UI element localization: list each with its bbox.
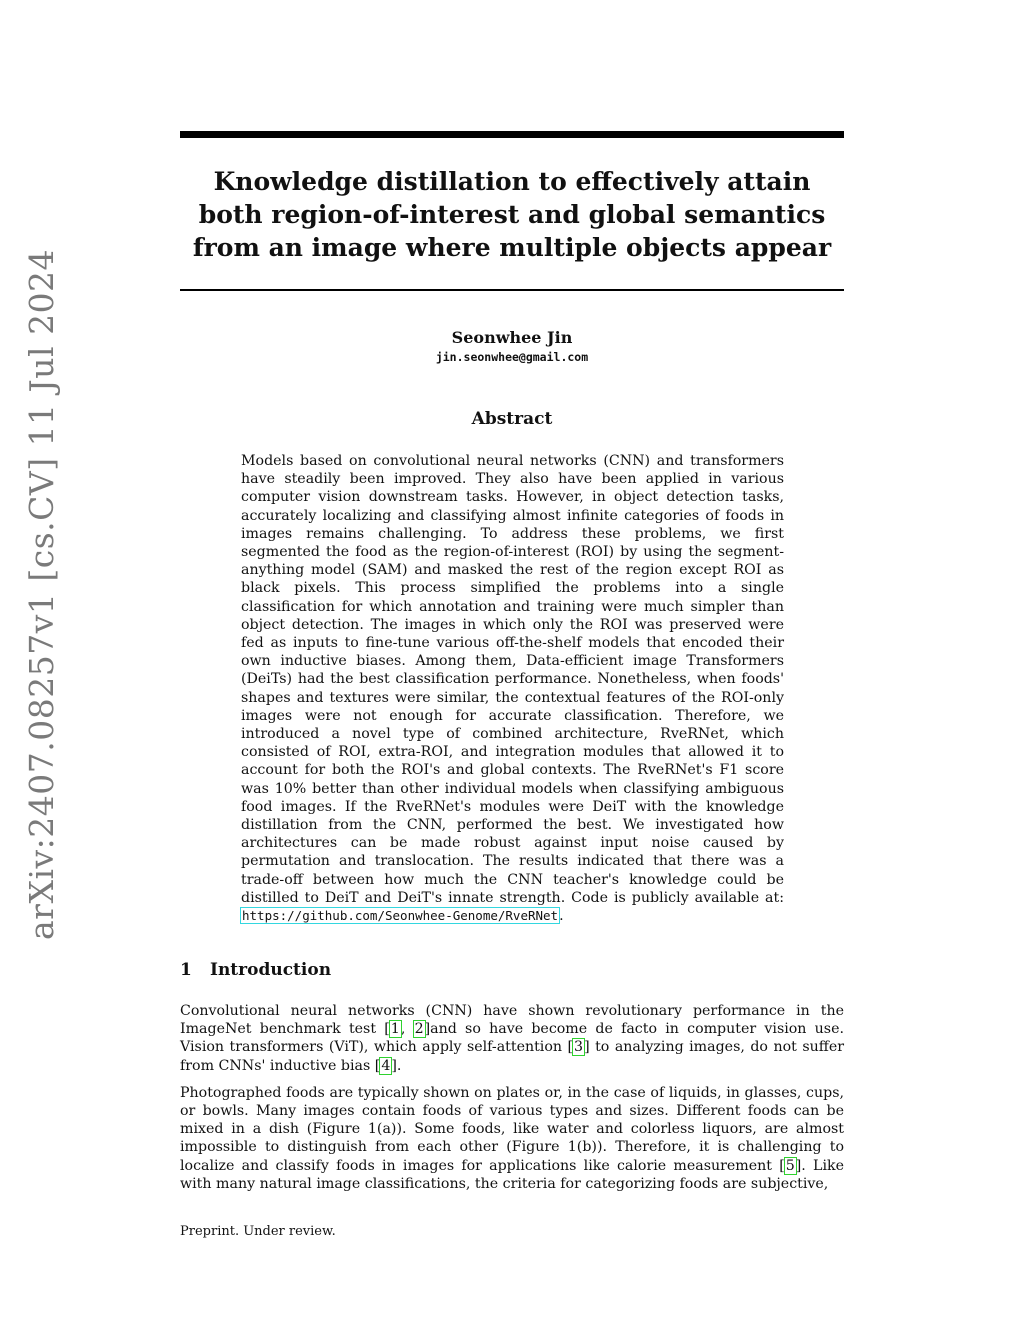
author-email: jin.seonwhee@gmail.com xyxy=(435,350,589,364)
paragraph xyxy=(180,1084,844,1193)
section-title: Introduction xyxy=(210,960,332,980)
paragraph xyxy=(180,1002,844,1075)
code-url-link[interactable]: https://github.com/Seonwhee-Genome/RveRNet xyxy=(242,908,559,924)
section-heading-introduction xyxy=(180,960,844,980)
text-run: ] to analyzing images, do not suffer from CNNs' inductive bias [ xyxy=(180,1039,844,1074)
section-number: 1 xyxy=(180,960,192,980)
title-bottom-rule xyxy=(180,289,844,291)
text-run: , xyxy=(400,1021,414,1038)
text-run: Photographed foods are typically shown on plates or, in the case of liquids, in glasses, cups, or bowls. Many images contain foods of various types and sizes. Different foods can be mixed in a dish (Figure 1(a)). Some foods, like water and colorless liquors, are almost impossible to distinguish from each other (Figure 1(b)). Therefore, it is challenging to localize and classify foods in images for applications like calorie measurement [ xyxy=(180,1084,844,1174)
footer-note: Preprint. Under review. xyxy=(180,1224,336,1239)
text-run: Convolutional neural networks (CNN) have shown revolutionary performance in the ImageNet benchmark test [ xyxy=(180,1003,844,1038)
abstract-body: Models based on convolutional neural networks (CNN) and transformers have steadily been improved. They also have been applied in various computer vision downstream tasks. However, in object detection tasks, accurately localizing and classifying almost infinite categories of foods in images remains challenging. To address these problems, we first segmented the food as the region-of-interest (ROI) by using the segment-anything model (SAM) and masked the rest of the region except ROI as black pixels. This process simplified the problems into a single classification for which annotation and training were much simpler than object detection. The images in which only the ROI was preserved were fed as inputs to fine-tune various off-the-shelf models that encoded their own inductive biases. Among them, Data-efficient image Transformers (DeiTs) had the best classification performance. Nonetheless, when foods' shapes and textures were similar, the contextual features of the ROI-only images were not enough for accurate classification. Therefore, we introduced a novel type of combined architecture, RveRNet, which consisted of ROI, extra-ROI, and integration modules that allowed it to account for both the ROI's and global contexts. The RveRNet's F1 score was 10% better than other individual models when classifying ambiguous food images. If the RveRNet's modules were DeiT with the knowledge distillation from the CNN, performed the best. We investigated how architectures can be made robust against input noise caused by permutation and translocation. The results indicated that there was a trade-off between how much the CNN teacher's knowledge could be distilled to DeiT and DeiT's innate strength. Code is publicly available at: xyxy=(241,453,784,906)
abstract-text xyxy=(241,452,784,925)
citation-link[interactable]: 2 xyxy=(414,1021,424,1038)
citation-link[interactable]: 4 xyxy=(381,1057,391,1074)
text-run: ]and so have become de facto in computer vision use. Vision transformers (ViT), which apply self-attention [ xyxy=(180,1021,844,1056)
text-run: ]. Like with many natural image classifications, the criteria for categorizing foods are subjective, xyxy=(180,1157,844,1192)
abstract-heading: Abstract xyxy=(471,409,553,429)
author-name: Seonwhee Jin xyxy=(451,328,573,347)
introduction-body xyxy=(180,1002,844,1202)
citation-link[interactable]: 3 xyxy=(574,1039,584,1056)
text-run: ]. xyxy=(391,1057,402,1074)
title-top-rule xyxy=(180,131,844,138)
citation-link[interactable]: 5 xyxy=(785,1157,795,1174)
arxiv-identifier: arXiv:2407.08257v1 [cs.CV] 11 Jul 2024 xyxy=(22,248,61,940)
abstract-end: . xyxy=(559,908,564,925)
paper-title: Knowledge distillation to effectively attain both region-of-interest and global semantics from an image where multiple objects appear xyxy=(192,167,832,262)
citation-link[interactable]: 1 xyxy=(390,1021,400,1038)
